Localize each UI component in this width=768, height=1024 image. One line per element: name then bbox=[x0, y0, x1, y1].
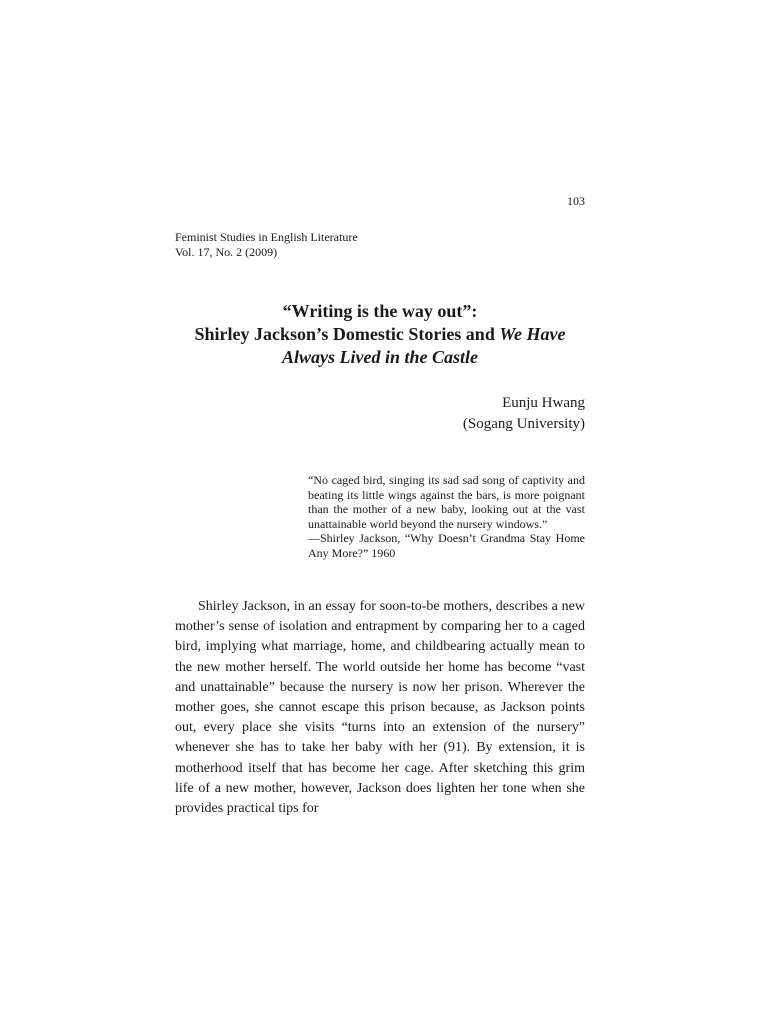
author-block bbox=[463, 393, 585, 435]
author-name: Eunju Hwang bbox=[502, 395, 585, 411]
body-paragraph: Shirley Jackson, in an essay for soon-to-be mothers, describes a new mother’s sense of isolation and entrapment by comparing her to a caged bird, implying what marriage, home, and childbearing actually mean to the new mother herself. The world outside her home has become “vast and unattainable” because the nursery is now her prison. Wherever the mother goes, she cannot escape this prison because, as Jackson points out, every place she visits “turns into an extension of the nursery” whenever she has to take her baby with her (91). By extension, it is motherhood itself that has become her cage. After sketching this grim life of a new mother, however, Jackson does lighten her tone when she provides practical tips for bbox=[175, 599, 585, 817]
body-text bbox=[175, 597, 585, 819]
title-line-2-italic: We Have bbox=[499, 324, 566, 344]
epigraph-attribution: —Shirley Jackson, “Why Doesn’t Grandma Stay Home Any More?” 1960 bbox=[308, 531, 585, 560]
journal-info bbox=[175, 230, 358, 260]
title-line-3 bbox=[175, 346, 585, 369]
title-line-3-italic: Always Lived in the Castle bbox=[282, 347, 478, 367]
author-affiliation: (Sogang University) bbox=[462, 416, 585, 432]
title-line-2-roman: Shirley Jackson’s Domestic Stories and bbox=[194, 324, 500, 344]
page-number: 103 bbox=[567, 194, 585, 208]
epigraph bbox=[308, 473, 585, 560]
title-line-2 bbox=[175, 323, 585, 346]
journal-name: Feminist Studies in English Literature bbox=[175, 230, 358, 244]
title-line-1: “Writing is the way out”: bbox=[282, 301, 478, 321]
article-title bbox=[175, 300, 585, 369]
journal-issue: Vol. 17, No. 2 (2009) bbox=[175, 245, 278, 259]
epigraph-quote: “No caged bird, singing its sad sad song of captivity and beating its little wings against the bars, is more poignant than the mother of a new baby, looking out at the vast unattainable world beyond the nursery windows.” bbox=[308, 473, 585, 531]
